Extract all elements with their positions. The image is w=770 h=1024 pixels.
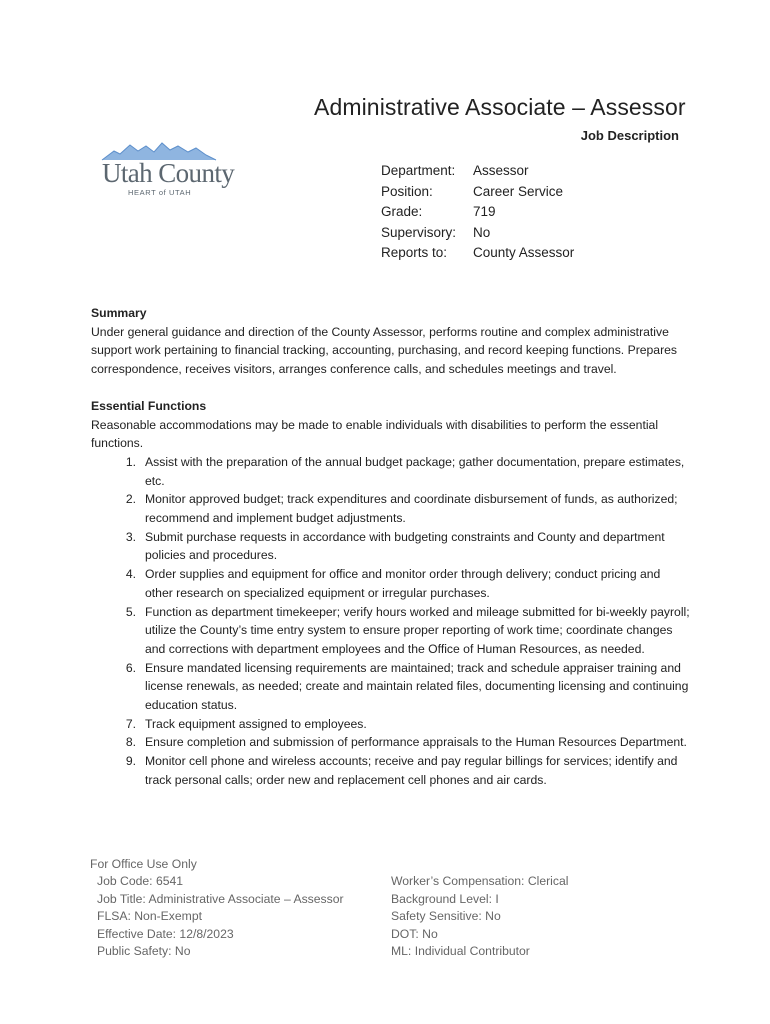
- office-field: Job Code: 6541: [97, 874, 184, 889]
- list-item: [91, 528, 691, 565]
- office-field: ML: Individual Contributor: [391, 944, 530, 959]
- utah-county-logo: [100, 140, 235, 202]
- office-use-heading: For Office Use Only: [90, 857, 197, 871]
- list-item-number: 3.: [125, 529, 136, 544]
- list-item: [91, 490, 691, 527]
- info-row-department: [381, 161, 574, 182]
- info-label: Reports to:: [381, 245, 448, 260]
- essential-functions-list: [91, 453, 691, 790]
- office-use-left-column: [90, 873, 391, 960]
- list-item-number: 7.: [125, 716, 136, 731]
- list-item-number: 1.: [125, 454, 136, 469]
- info-value: Career Service: [473, 183, 564, 199]
- list-item: [91, 603, 691, 659]
- info-label: Department:: [381, 163, 456, 178]
- list-item-text: Monitor cell phone and wireless accounts; receive and pay regular billings for services; identify and track personal calls; order new and replacement cell phones and air cards.: [145, 754, 678, 787]
- essential-functions-intro: Reasonable accommodations may be made to enable individuals with disabilities to perform the essential functions.: [91, 417, 659, 451]
- office-field: DOT: No: [391, 926, 438, 941]
- info-value: No: [473, 224, 491, 240]
- info-row-supervisory: [381, 223, 574, 244]
- list-item-number: 9.: [125, 754, 136, 769]
- office-field: Background Level: I: [391, 891, 499, 906]
- summary-text: Under general guidance and direction of the County Assessor, performs routine and complex administrative support work pertaining to financial tracking, accounting, purchasing, and record keeping functions. Prepares correspondence, receives visitors, arranges conference calls, and schedules meetings and travel.: [91, 324, 678, 377]
- list-item-number: 6.: [125, 660, 136, 675]
- info-value: Assessor: [473, 163, 529, 178]
- document-subtitle: Job Description: [580, 128, 679, 143]
- office-field: Public Safety: No: [97, 944, 191, 959]
- info-value: County Assessor: [473, 245, 575, 260]
- page-title: Administrative Associate – Assessor: [314, 94, 686, 120]
- info-label: Position:: [381, 183, 433, 199]
- office-field: Job Title: Administrative Associate – Assessor: [97, 891, 344, 906]
- info-row-position: [381, 182, 574, 203]
- office-field: Safety Sensitive: No: [391, 909, 501, 924]
- list-item-text: Ensure mandated licensing requirements are maintained; track and schedule appraiser training and license renewals, as needed; create and maintain related files, documenting licensing and continuing education status.: [145, 660, 689, 713]
- list-item-text: Function as department timekeeper; verify hours worked and mileage submitted for bi-weekly payroll; utilize the County’s time entry system to ensure proper reporting of work time; coordinate changes and corrections with department employees and the Office of Human Resources, as needed.: [145, 604, 690, 656]
- list-item-number: 4.: [125, 567, 136, 582]
- office-field: Effective Date: 12/8/2023: [97, 926, 234, 941]
- info-label: Supervisory:: [381, 224, 457, 240]
- logo-text: Utah County: [102, 158, 235, 188]
- list-item: [91, 752, 691, 789]
- list-item-text: Assist with the preparation of the annual budget package; gather documentation, prepare estimates, etc.: [145, 454, 685, 488]
- info-row-reports-to: [381, 243, 574, 264]
- list-item-number: 2.: [125, 492, 136, 507]
- list-item-text: Order supplies and equipment for office and monitor order through delivery; conduct pricing and other research on specialized equipment or irregular purchases.: [145, 567, 661, 600]
- list-item: [91, 565, 691, 602]
- office-use-right-column: [391, 873, 568, 960]
- list-item-text: Submit purchase requests in accordance with budgeting constraints and County and department policies and procedures.: [145, 529, 665, 563]
- essential-functions-heading: Essential Functions: [91, 398, 207, 413]
- list-item-number: 5.: [125, 604, 136, 619]
- list-item-number: 8.: [125, 735, 136, 750]
- list-item: [91, 453, 691, 490]
- list-item-text: Monitor approved budget; track expenditures and coordinate disbursement of funds, as authorized; recommend and implement budget adjustments.: [145, 492, 678, 526]
- office-use-footer: [90, 856, 568, 960]
- summary-heading: Summary: [91, 306, 147, 320]
- list-item: [91, 715, 691, 734]
- document-body: [91, 304, 691, 790]
- office-field: Worker’s Compensation: Clerical: [391, 874, 569, 889]
- info-value: 719: [473, 204, 496, 219]
- info-row-grade: [381, 202, 574, 223]
- list-item-text: Ensure completion and submission of performance appraisals to the Human Resources Department.: [145, 735, 687, 750]
- list-item: [91, 733, 691, 752]
- list-item: [91, 659, 691, 715]
- info-label: Grade:: [381, 204, 423, 219]
- job-info-block: [381, 161, 574, 264]
- list-item-text: Track equipment assigned to employees.: [145, 716, 367, 731]
- office-field: FLSA: Non-Exempt: [97, 909, 202, 924]
- logo-subtext: HEART of UTAH: [128, 188, 192, 197]
